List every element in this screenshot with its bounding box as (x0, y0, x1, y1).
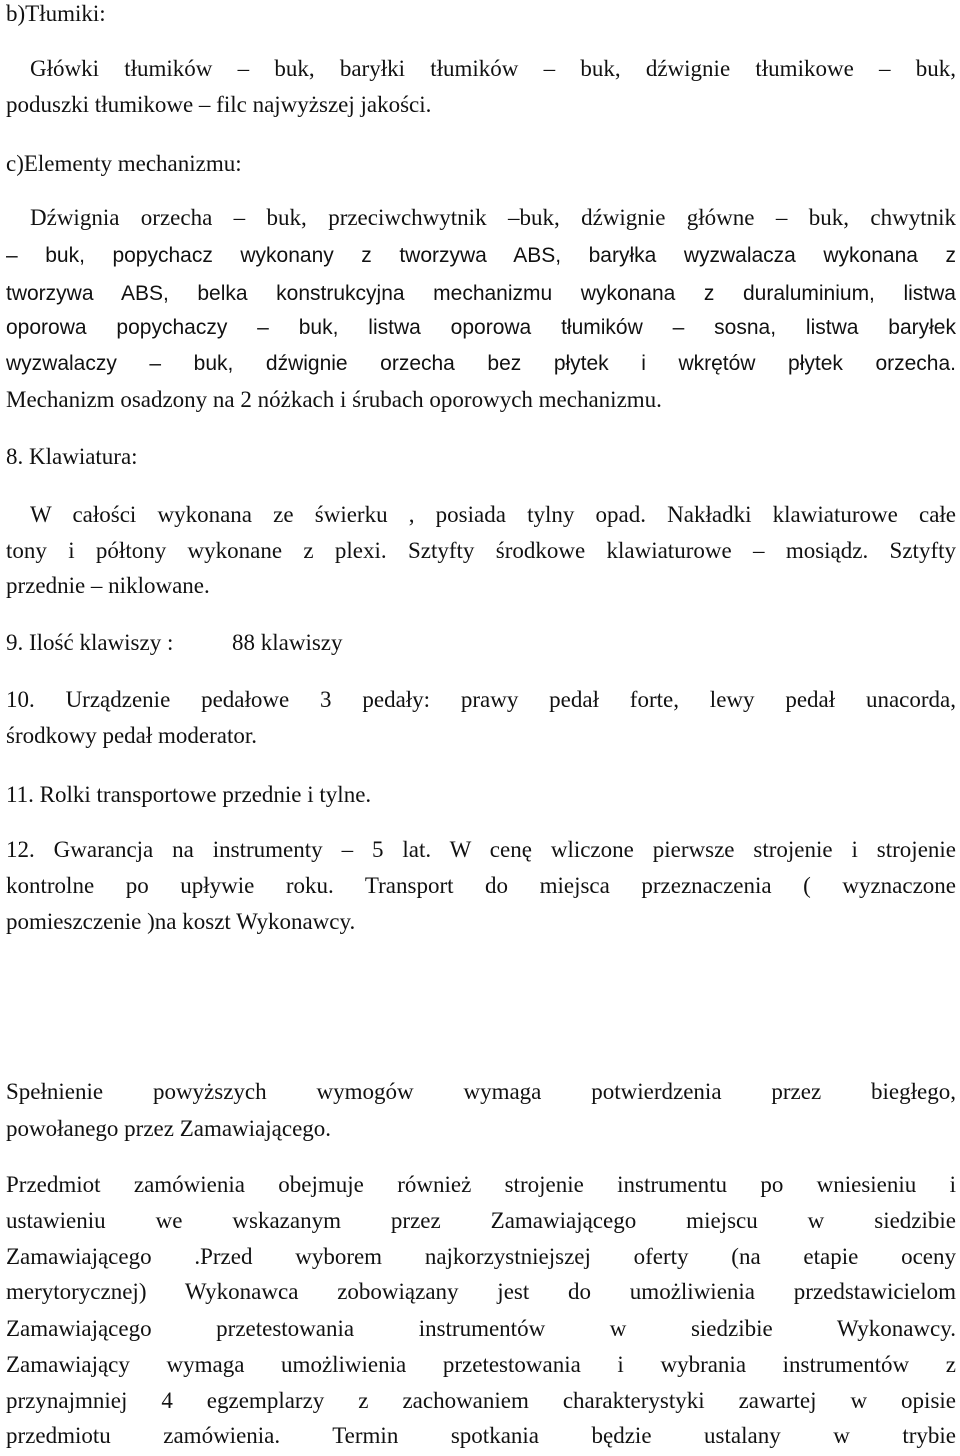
requirement-paragraph-line: Spełnienie powyższych wymogów wymaga potwierdzenia przez biegłego, (6, 1079, 956, 1104)
scope-paragraph-line: ustawieniu we wskazanym przez Zamawiającego miejscu w siedzibie (6, 1208, 956, 1233)
scope-paragraph-line: Przedmiot zamówienia obejmuje również strojenie instrumentu po wniesieniu i (6, 1172, 956, 1197)
section-11-line: 11. Rolki transportowe przednie i tylne. (6, 782, 372, 807)
scope-paragraph-line: przedmiotu zamówienia. Termin spotkania będzie ustalany w trybie (6, 1423, 956, 1448)
section-b-line: poduszki tłumikowe – filc najwyższej jakości. (6, 92, 432, 117)
section-c-line: Mechanizm osadzony na 2 nóżkach i śrubach oporowych mechanizmu. (6, 387, 662, 412)
scope-paragraph-line: Zamawiający wymaga umożliwienia przetestowania i wybrania instrumentów z (6, 1352, 956, 1377)
section-12-line: pomieszczenie )na koszt Wykonawcy. (6, 909, 356, 934)
section-8-heading: 8. Klawiatura: (6, 444, 138, 469)
section-9-label: 9. Ilość klawiszy : (6, 630, 174, 655)
section-12-line: 12. Gwarancja na instrumenty – 5 lat. W cenę wliczone pierwsze strojenie i strojenie (6, 837, 956, 862)
section-8-line: przednie – niklowane. (6, 573, 210, 598)
section-10-line: 10. Urządzenie pedałowe 3 pedały: prawy pedał forte, lewy pedał unacorda, (6, 687, 956, 712)
scope-paragraph-line: Zamawiającego .Przed wyborem najkorzystniejszej oferty (na etapie oceny (6, 1244, 956, 1269)
section-c-line: Dźwignia orzecha – buk, przeciwchwytnik –buk, dźwignie główne – buk, chwytnik (30, 205, 956, 230)
scope-paragraph-line: przynajmniej 4 egzemplarzy z zachowaniem charakterystyki zawartej w opisie (6, 1388, 956, 1413)
section-9-value: 88 klawiszy (232, 630, 343, 655)
section-c-line: tworzywa ABS, belka konstrukcyjna mechanizmu wykonana z duraluminium, listwa (6, 282, 956, 305)
section-8-line: W całości wykonana ze świerku , posiada tylny opad. Nakładki klawiaturowe całe (30, 502, 956, 527)
scope-paragraph-line: merytorycznej) Wykonawca zobowiązany jest do umożliwienia przedstawicielom (6, 1279, 956, 1304)
section-c-line: wyzwalaczy – buk, dźwignie orzecha bez płytek i wkrętów płytek orzecha. (6, 352, 956, 375)
section-b-line: Główki tłumików – buk, baryłki tłumików – buk, dźwignie tłumikowe – buk, (30, 56, 956, 81)
section-b-heading: b)Tłumiki: (6, 1, 106, 26)
section-10-line: środkowy pedał moderator. (6, 723, 258, 748)
section-12-line: kontrolne po upływie roku. Transport do miejsca przeznaczenia ( wyznaczone (6, 873, 956, 898)
section-8-line: tony i półtony wykonane z plexi. Sztyfty środkowe klawiaturowe – mosiądz. Sztyfty (6, 538, 956, 563)
scope-paragraph-line: Zamawiającego przetestowania instrumentów w siedzibie Wykonawcy. (6, 1316, 956, 1341)
section-c-heading: c)Elementy mechanizmu: (6, 151, 242, 176)
section-c-line: oporowa popychaczy – buk, listwa oporowa tłumików – sosna, listwa baryłek (6, 316, 956, 339)
requirement-paragraph-line: powołanego przez Zamawiającego. (6, 1116, 332, 1141)
section-c-line: – buk, popychacz wykonany z tworzywa ABS, baryłka wyzwalacza wykonana z (6, 244, 956, 267)
